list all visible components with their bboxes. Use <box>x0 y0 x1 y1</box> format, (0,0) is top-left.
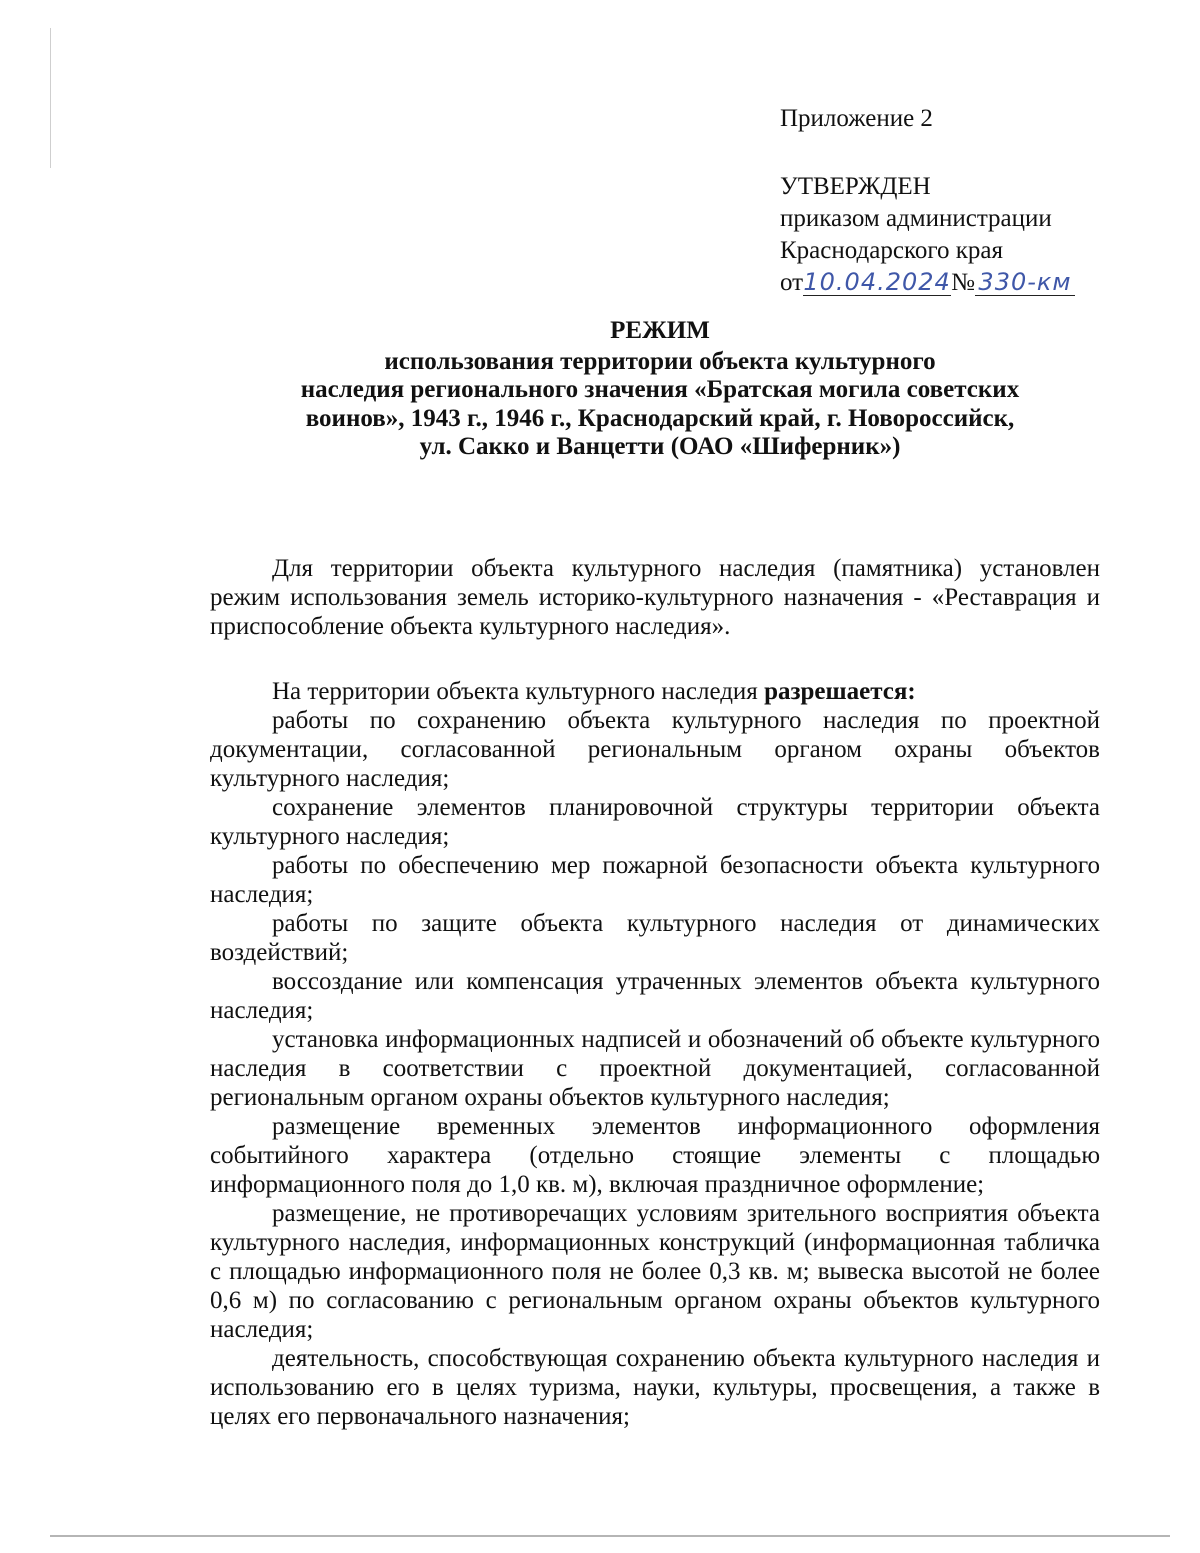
allowed-item: установка информационных надписей и обозначений об объекте культурного наследия в соответствии с проектной документацией, согласованной региональным органом охраны объектов культурного наследия; <box>210 1026 1100 1111</box>
allowed-heading-bold: разрешается: <box>764 678 916 705</box>
scan-bottom-line <box>50 1535 1170 1537</box>
allowed-item: работы по защите объекта культурного наследия от динамических воздействий; <box>210 910 1100 966</box>
approved-by-line-2: Краснодарского края <box>780 237 1003 264</box>
number-prefix: № <box>951 269 975 296</box>
title-line-2: наследия регионального значения «Братская могила советских <box>300 376 1020 403</box>
document-title <box>180 317 1140 462</box>
order-number-handwritten: 330-км <box>975 269 1075 296</box>
allowed-heading-text: На территории объекта культурного наследия <box>272 678 758 705</box>
allowed-item: размещение, не противоречащих условиям зрительного восприятия объекта культурного наследия, информационных конструкций (информационная табличка с площадью информационного поля не более 0,3 кв. м; вывеска высотой не более 0,6 м) по согласованию с региональным органом охраны объектов культурного наследия; <box>210 1200 1100 1343</box>
title-line-3: воинов», 1943 г., 1946 г., Краснодарский край, г. Новороссийск, <box>305 404 1015 432</box>
date-prefix: от <box>780 269 804 296</box>
approval-header <box>780 103 1140 299</box>
allowed-item: сохранение элементов планировочной структуры территории объекта культурного наследия; <box>210 794 1100 850</box>
allowed-item: воссоздание или компенсация утраченных элементов объекта культурного наследия; <box>210 968 1100 1024</box>
order-date-number-row <box>780 267 1140 299</box>
appendix-label: Приложение 2 <box>780 105 933 132</box>
approved-by-line-1: приказом администрации <box>780 205 1052 232</box>
allowed-item: работы по сохранению объекта культурного наследия по проектной документации, согласованной региональным органом охраны объектов культурного наследия; <box>210 707 1100 792</box>
allowed-item: работы по обеспечению мер пожарной безопасности объекта культурного наследия; <box>210 852 1100 908</box>
allowed-heading <box>210 677 1100 706</box>
scan-edge-line <box>50 28 51 168</box>
allowed-item: деятельность, способствующая сохранению объекта культурного наследия и использованию его в целях туризма, науки, культуры, просвещения, а также в целях его первоначального назначения; <box>210 1345 1100 1430</box>
document-body <box>210 554 1100 1431</box>
title-line-1: использования территории объекта культурного <box>384 347 936 375</box>
intro-paragraph: Для территории объекта культурного наследия (памятника) установлен режим использования земель историко-культурного назначения - «Реставрация и приспособление объекта культурного наследия». <box>210 555 1100 640</box>
title-line-4: ул. Сакко и Ванцетти (ОАО «Шиферник») <box>419 433 901 460</box>
order-date-handwritten: 10.04.2024 <box>803 268 951 296</box>
title-main: РЕЖИМ <box>610 317 710 344</box>
allowed-item: размещение временных элементов информационного оформления событийного характера (отдельно стоящие элементы с площадью информационного поля до 1,0 кв. м), включая праздничное оформление; <box>210 1113 1100 1198</box>
approved-label: УТВЕРЖДЕН <box>780 173 931 200</box>
